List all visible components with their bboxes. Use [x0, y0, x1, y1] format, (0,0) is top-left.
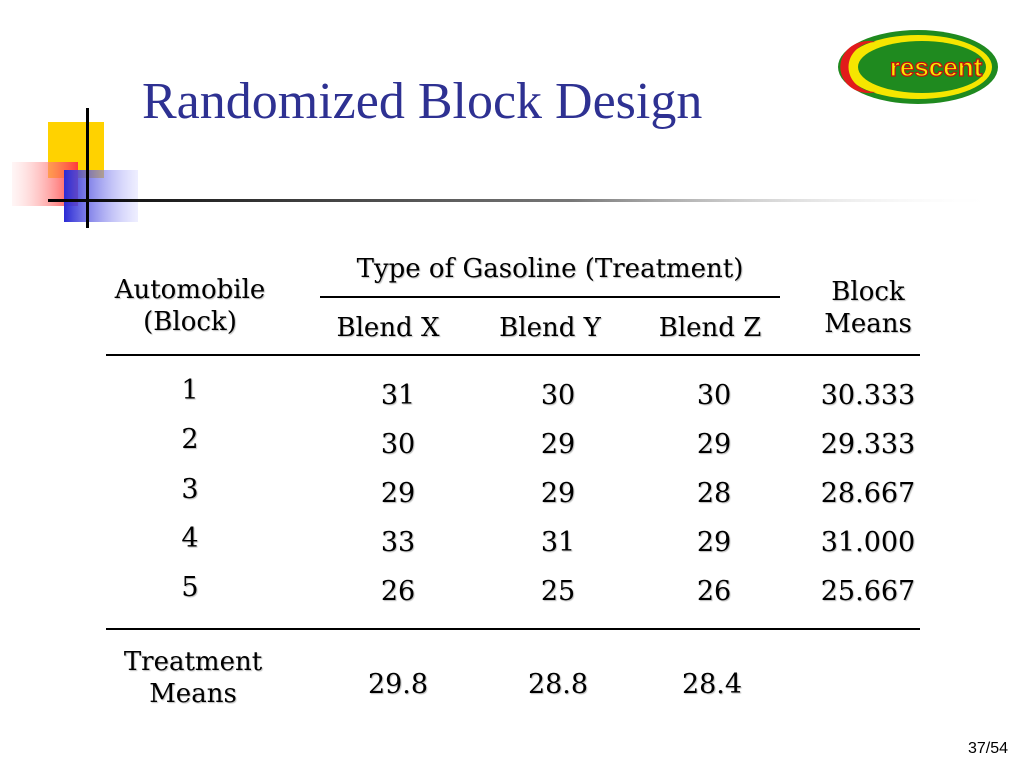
- block-mean-value: 30.333: [820, 380, 916, 411]
- blend-z-value: 29: [696, 429, 732, 460]
- blend-y-value: 30: [540, 380, 576, 411]
- blend-y-value: 29: [540, 478, 576, 509]
- blend-z-value: 29: [696, 527, 732, 558]
- blend-y-value: 25: [540, 576, 576, 607]
- block-means-header-line-1: Block: [831, 277, 905, 307]
- block-mean-value: 29.333: [820, 429, 916, 460]
- block-mean-value: 25.667: [820, 576, 916, 607]
- treatment-means-label-line-1: Treatment: [123, 647, 263, 677]
- block-number: 5: [181, 572, 199, 603]
- block-mean-value: 31.000: [820, 527, 916, 558]
- page-number: 37/54: [967, 740, 1008, 757]
- column-header-blend-z: Blend Z: [658, 313, 762, 343]
- block-means-header: [824, 276, 912, 340]
- block-number: 3: [181, 474, 199, 505]
- column-header-blend-x: Blend X: [336, 313, 440, 343]
- block-number: 4: [181, 523, 199, 554]
- treatment-mean-blend-y: 28.8: [527, 669, 589, 700]
- header-rule: [106, 354, 920, 356]
- block-number: 1: [181, 375, 199, 406]
- footer-rule: [106, 628, 920, 630]
- block-mean-value: 28.667: [820, 478, 916, 509]
- treatment-mean-blend-x: 29.8: [367, 669, 429, 700]
- group-header-rule: [320, 296, 780, 298]
- slide-title: Randomized Block Design: [142, 73, 703, 130]
- block-means-header-line-2: Means: [824, 309, 912, 339]
- block-number: 2: [181, 424, 199, 455]
- blend-x-value: 31: [380, 380, 416, 411]
- row-header-line-2: (Block): [143, 307, 237, 337]
- treatment-mean-blend-z: 28.4: [681, 669, 743, 700]
- blend-x-value: 30: [380, 429, 416, 460]
- blend-x-value: 26: [380, 576, 416, 607]
- treatment-means-label: [124, 646, 262, 710]
- svg-text:rescent: rescent: [889, 52, 983, 82]
- blend-z-value: 28: [696, 478, 732, 509]
- crescent-logo: [836, 28, 1000, 106]
- treatment-group-header: Type of Gasoline (Treatment): [356, 254, 744, 284]
- blend-y-value: 29: [540, 429, 576, 460]
- column-header-blend-y: Blend Y: [499, 313, 601, 343]
- blend-x-value: 29: [380, 478, 416, 509]
- row-header-line-1: Automobile: [114, 275, 266, 305]
- blend-y-value: 31: [540, 527, 576, 558]
- blend-z-value: 30: [696, 380, 732, 411]
- row-header: [115, 274, 266, 338]
- blend-z-value: 26: [696, 576, 732, 607]
- blend-x-value: 33: [380, 527, 416, 558]
- treatment-means-label-line-2: Means: [149, 679, 237, 709]
